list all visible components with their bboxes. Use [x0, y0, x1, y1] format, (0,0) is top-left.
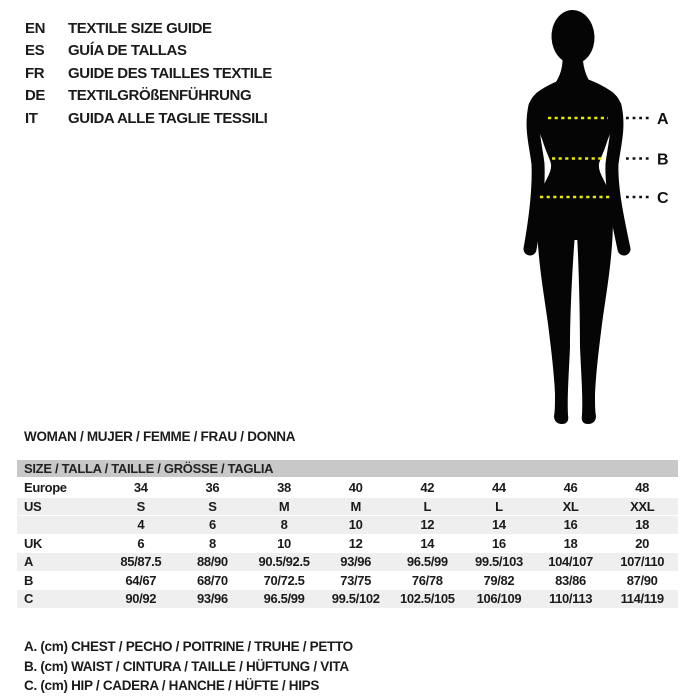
- legend-line: C. (cm) HIP / CADERA / HANCHE / HÜFTE / HIPS: [24, 678, 320, 693]
- table-cell: S: [105, 497, 177, 516]
- table-cell: L: [392, 497, 464, 516]
- table-cell: 48: [606, 478, 678, 497]
- table-cell: 102.5/105: [392, 590, 464, 609]
- table-cell: M: [320, 497, 392, 516]
- table-cell: 87/90: [606, 571, 678, 590]
- table-cell: 85/87.5: [105, 553, 177, 572]
- language-row: [25, 85, 272, 108]
- language-row: [25, 17, 272, 40]
- table-cell: 104/107: [535, 553, 607, 572]
- table-cell: 10: [320, 516, 392, 535]
- table-cell: 106/109: [463, 590, 535, 609]
- table-cell: 6: [177, 516, 249, 535]
- row-label: US: [17, 497, 105, 516]
- table-cell: 93/96: [320, 553, 392, 572]
- table-cell: 90/92: [105, 590, 177, 609]
- legend-line: B. (cm) WAIST / CINTURA / TAILLE / HÜFTUNG / VITA: [24, 658, 349, 674]
- table-cell: 114/119: [606, 590, 678, 609]
- table-cell: 76/78: [392, 571, 464, 590]
- table-cell: 79/82: [463, 571, 535, 590]
- table-cell: 18: [606, 516, 678, 535]
- language-row: [25, 107, 272, 130]
- table-cell: 14: [463, 516, 535, 535]
- woman-silhouette-icon: [480, 6, 700, 431]
- language-code: IT: [25, 109, 38, 127]
- table-cell: 44: [463, 478, 535, 497]
- table-cell: XXL: [606, 497, 678, 516]
- language-code: FR: [25, 64, 45, 82]
- table-cell: 40: [320, 478, 392, 497]
- table-cell: 8: [177, 534, 249, 553]
- measurement-legend: [24, 637, 353, 696]
- table-cell: S: [177, 497, 249, 516]
- size-table-header: SIZE / TALLA / TAILLE / GRÖSSE / TAGLIA: [17, 460, 678, 478]
- table-row: [17, 571, 678, 590]
- table-cell: 64/67: [105, 571, 177, 590]
- waist-label-b: B: [657, 151, 669, 169]
- table-cell: 96.5/99: [248, 590, 320, 609]
- table-row: [17, 497, 678, 516]
- table-cell: 18: [535, 534, 607, 553]
- table-cell: 14: [392, 534, 464, 553]
- table-cell: 4: [105, 516, 177, 535]
- row-label: B: [17, 571, 105, 590]
- language-title: GUIDA ALLE TAGLIE TESSILI: [68, 109, 268, 127]
- chest-label-a: A: [657, 111, 669, 128]
- language-code: DE: [25, 87, 46, 105]
- table-cell: 16: [535, 516, 607, 535]
- table-cell: 46: [535, 478, 607, 497]
- language-row: [25, 62, 272, 85]
- table-cell: 20: [606, 534, 678, 553]
- table-row: [17, 478, 678, 497]
- size-table: [17, 460, 678, 609]
- table-cell: 83/86: [535, 571, 607, 590]
- table-cell: 42: [392, 478, 464, 497]
- category-title: WOMAN / MUJER / FEMME / FRAU / DONNA: [24, 429, 296, 444]
- hip-label-c: C: [657, 190, 669, 207]
- table-cell: 110/113: [535, 590, 607, 609]
- language-title: TEXTILE SIZE GUIDE: [68, 19, 212, 37]
- table-cell: 96.5/99: [392, 553, 464, 572]
- table-cell: XL: [535, 497, 607, 516]
- table-cell: 68/70: [177, 571, 249, 590]
- table-row: [17, 553, 678, 572]
- table-cell: 12: [320, 534, 392, 553]
- table-cell: 12: [392, 516, 464, 535]
- table-cell: 107/110: [606, 553, 678, 572]
- table-cell: 10: [248, 534, 320, 553]
- table-cell: 99.5/103: [463, 553, 535, 572]
- table-row: [17, 516, 678, 535]
- size-table-header-row: [17, 460, 678, 478]
- language-code: ES: [25, 42, 45, 60]
- language-code: EN: [25, 19, 46, 37]
- table-cell: 36: [177, 478, 249, 497]
- table-cell: M: [248, 497, 320, 516]
- table-cell: 73/75: [320, 571, 392, 590]
- table-cell: 34: [105, 478, 177, 497]
- legend-line: A. (cm) CHEST / PECHO / POITRINE / TRUHE / PETTO: [24, 639, 353, 654]
- language-title-list: [25, 17, 272, 130]
- language-title: GUIDE DES TAILLES TEXTILE: [68, 64, 272, 82]
- table-cell: 90.5/92.5: [248, 553, 320, 572]
- table-cell: 16: [463, 534, 535, 553]
- language-title: GUÍA DE TALLAS: [68, 42, 187, 60]
- row-label: C: [17, 590, 105, 609]
- table-cell: 70/72.5: [248, 571, 320, 590]
- table-cell: 6: [105, 534, 177, 553]
- language-row: [25, 40, 272, 63]
- language-title: TEXTILGRÖßENFÜHRUNG: [68, 87, 252, 105]
- table-cell: 93/96: [177, 590, 249, 609]
- table-cell: 99.5/102: [320, 590, 392, 609]
- row-label: [17, 516, 105, 535]
- row-label: UK: [17, 534, 105, 553]
- table-cell: 8: [248, 516, 320, 535]
- table-row: [17, 590, 678, 609]
- table-cell: 38: [248, 478, 320, 497]
- row-label: A: [17, 553, 105, 572]
- table-row: [17, 534, 678, 553]
- body-measurement-figure: [480, 6, 700, 431]
- table-cell: 88/90: [177, 553, 249, 572]
- table-cell: L: [463, 497, 535, 516]
- row-label: Europe: [17, 478, 105, 497]
